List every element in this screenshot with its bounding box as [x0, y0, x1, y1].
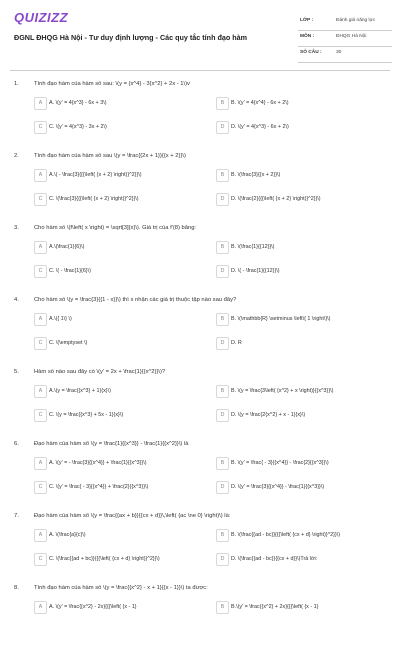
option-b[interactable] [216, 385, 390, 398]
option-a[interactable] [34, 457, 208, 470]
option-c[interactable] [34, 481, 208, 494]
option-letter-box: D [216, 193, 229, 206]
question-8 [0, 582, 400, 654]
question-number: 6. [14, 441, 19, 447]
option-text: A. \(y' = 4{x^3} - 6x + 3\) [49, 100, 107, 106]
option-letter-box: D [216, 481, 229, 494]
question-text: Tính đạo hàm của hàm số sau \(y = \frac{{2x + 1}}{{x + 2}}\) [34, 153, 186, 159]
question-7 [0, 510, 400, 582]
question-text: Đạo hàm của hàm số \(y = \frac{{ax + b}}{{cx + d}}\,\left( {ac \ne 0} \right)\) là: [34, 513, 231, 519]
option-text: A.\({ 1\} \) [49, 316, 72, 322]
meta-value-subject: ĐHQG Hà Nội [336, 34, 367, 39]
option-text: A.\(y = \frac{{x^3} + 1}{x}\) [49, 388, 111, 394]
option-b[interactable] [216, 457, 390, 470]
option-a[interactable] [34, 313, 208, 326]
question-text: Cho hàm số \(y = \frac{3}{{1 - x}}\) thì x nhận các giá trị thuộc tập nào sau đây? [34, 297, 237, 303]
option-text: C. \(\emptyset \) [49, 340, 88, 346]
option-b[interactable] [216, 313, 390, 326]
worksheet-header [0, 0, 400, 70]
option-d[interactable] [216, 553, 390, 566]
question-3 [0, 222, 400, 294]
option-letter-box: B [216, 457, 229, 470]
option-letter-box: B [216, 601, 229, 614]
option-text: B.\(y' = \frac{{x^2} + 2x}{{{\left( {x - 1} [231, 604, 319, 610]
question-number: 3. [14, 225, 19, 231]
option-a[interactable] [34, 385, 208, 398]
option-text: C. \( - \frac{1}{6}\) [49, 268, 91, 274]
option-letter-box: C [34, 121, 47, 134]
option-letter-box: D [216, 409, 229, 422]
meta-value-count: 30 [336, 50, 342, 55]
option-letter-box: B [216, 97, 229, 110]
option-a[interactable] [34, 241, 208, 254]
option-text: A. \(\frac{a}{c}\) [49, 532, 86, 538]
option-text: D. R [231, 340, 242, 346]
meta-row-subject [298, 31, 392, 47]
meta-row-class [298, 15, 392, 31]
question-text: Cho hàm số \(f\left( x \right) = \sqrt[3]{x}\). Giá trị của f'(8) bằng: [34, 225, 197, 231]
question-list [0, 78, 400, 654]
option-letter-box: A [34, 529, 47, 542]
option-text: D. \(y' = 4{x^3} - 6x + 2\) [231, 124, 289, 130]
option-text: B. \(y = \frac{3\left( {x^2} + x \right)}{{x^3}}\) [231, 388, 334, 394]
option-c[interactable] [34, 193, 208, 206]
option-b[interactable] [216, 601, 390, 614]
option-a[interactable] [34, 529, 208, 542]
question-number: 5. [14, 369, 19, 375]
option-letter-box: C [34, 337, 47, 350]
meta-label-class: LỚP : [300, 18, 314, 23]
question-text: Hàm số nào sau đây có \(y' = 2x + \frac{1}{{x^2}}\)? [34, 369, 166, 375]
option-letter-box: A [34, 313, 47, 326]
quizizz-logo: QUIZIZZ [14, 10, 69, 25]
option-text: B. \(y' = \frac{ - 3}{{x^4}} - \frac{2}{{x^3}}\) [231, 460, 329, 466]
option-b[interactable] [216, 97, 390, 110]
option-text: B. \(\frac{3}{{x + 2}}\) [231, 172, 281, 178]
option-text: C. \(\frac{{ad + bc}}{{{\left( {cx + d} \right)}^2}}\) [49, 556, 160, 562]
option-letter-box: D [216, 553, 229, 566]
option-letter-box: B [216, 529, 229, 542]
option-text: D. \(y = \frac{2{x^2} + x - 1}{x}\) [231, 412, 306, 418]
option-a[interactable] [34, 97, 208, 110]
option-a[interactable] [34, 169, 208, 182]
meta-value-class: Đánh giá năng lực [336, 18, 376, 23]
option-letter-box: A [34, 169, 47, 182]
option-letter-box: C [34, 553, 47, 566]
meta-label-count: SỐ CÂU : [300, 50, 322, 55]
option-text: D. \(\frac{2}{{{\left( {x + 2} \right)}^2}}\) [231, 196, 321, 202]
option-letter-box: D [216, 337, 229, 350]
question-6 [0, 438, 400, 510]
meta-table [298, 15, 392, 63]
option-letter-box: C [34, 265, 47, 278]
option-text: A. \(y' = - \frac{3}{{x^4}} + \frac{1}{{x^3}}\) [49, 460, 147, 466]
option-text: A.\(\frac{1}{6}\) [49, 244, 85, 250]
option-text: A.\( - \frac{3}{{{\left( {x + 2} \right)}^2}}\) [49, 172, 142, 178]
option-text: D. \( - \frac{1}{{12}}\) [231, 268, 280, 274]
option-letter-box: A [34, 457, 47, 470]
option-text: C. \(\frac{3}{{{\left( {x + 2} \right)}^2}}\) [49, 196, 139, 202]
option-d[interactable] [216, 121, 390, 134]
option-letter-box: C [34, 409, 47, 422]
option-d[interactable] [216, 481, 390, 494]
option-text: C. \(y' = 4{x^3} - 3x + 2\) [49, 124, 107, 130]
option-text: A. \(y' = \frac{{x^2} - 2x}{{{\left( {x - 1} [49, 604, 137, 610]
meta-row-count [298, 47, 392, 63]
question-text: Tính đạo hàm của hàm số \(y = \frac{{x^2} - x + 1}{{x - 1}}\) ta được: [34, 585, 208, 591]
option-letter-box: B [216, 169, 229, 182]
option-d[interactable] [216, 265, 390, 278]
option-text: D. \(y' = \frac{3}{{x^4}} - \frac{1}{{x^3}}\) [231, 484, 325, 490]
option-letter-box: A [34, 97, 47, 110]
option-letter-box: A [34, 601, 47, 614]
option-c[interactable] [34, 121, 208, 134]
question-number: 2. [14, 153, 19, 159]
question-number: 8. [14, 585, 19, 591]
option-d[interactable] [216, 409, 390, 422]
option-text: B. \(\mathbb{R} \setminus \left\{ 1 \right\}\) [231, 316, 331, 322]
question-text: Đạo hàm của hàm số \(y = \frac{1}{{x^3}} - \frac{1}{{x^2}}\) là [34, 441, 189, 447]
option-c[interactable] [34, 553, 208, 566]
question-text: Tính đạo hàm của hàm số sau: \(y = {x^4} - 3{x^2} + 2x - 1\)v [34, 81, 190, 87]
option-letter-box: C [34, 481, 47, 494]
option-b[interactable] [216, 169, 390, 182]
option-letter-box: A [34, 241, 47, 254]
option-letter-box: C [34, 193, 47, 206]
question-number: 4. [14, 297, 19, 303]
question-2 [0, 150, 400, 222]
question-5 [0, 366, 400, 438]
option-d[interactable] [216, 193, 390, 206]
option-text: D. \(\frac{{ad - bc}}{{cx + d}}\)Trả lời: [231, 556, 318, 562]
option-letter-box: D [216, 121, 229, 134]
option-b[interactable] [216, 529, 390, 542]
option-text: C. \(y = \frac{{x^3} + 5x - 1}{x}\) [49, 412, 124, 418]
question-1 [0, 78, 400, 150]
option-text: B. \(\frac{{ad - bc}}{{{\left( {cx + d} \right)}^2}}\) [231, 532, 341, 538]
option-letter-box: B [216, 313, 229, 326]
option-letter-box: B [216, 385, 229, 398]
option-letter-box: A [34, 385, 47, 398]
question-number: 1. [14, 81, 19, 87]
option-c[interactable] [34, 337, 208, 350]
question-number: 7. [14, 513, 19, 519]
option-d[interactable] [216, 337, 390, 350]
option-c[interactable] [34, 265, 208, 278]
option-a[interactable] [34, 601, 208, 614]
header-divider [10, 70, 390, 71]
worksheet-title: ĐGNL ĐHQG Hà Nội - Tư duy định lượng - Các quy tắc tính đạo hàm [14, 33, 248, 42]
option-c[interactable] [34, 409, 208, 422]
option-text: B. \(y' = 4{x^4} - 6x + 2\) [231, 100, 289, 106]
meta-label-subject: MÔN : [300, 34, 315, 39]
option-letter-box: D [216, 265, 229, 278]
question-4 [0, 294, 400, 366]
option-text: B. \(\frac{1}{{12}}\) [231, 244, 275, 250]
option-letter-box: B [216, 241, 229, 254]
option-text: C. \(y' = \frac{ - 3}{{x^4}} + \frac{2}{{x^3}}\) [49, 484, 149, 490]
option-b[interactable] [216, 241, 390, 254]
